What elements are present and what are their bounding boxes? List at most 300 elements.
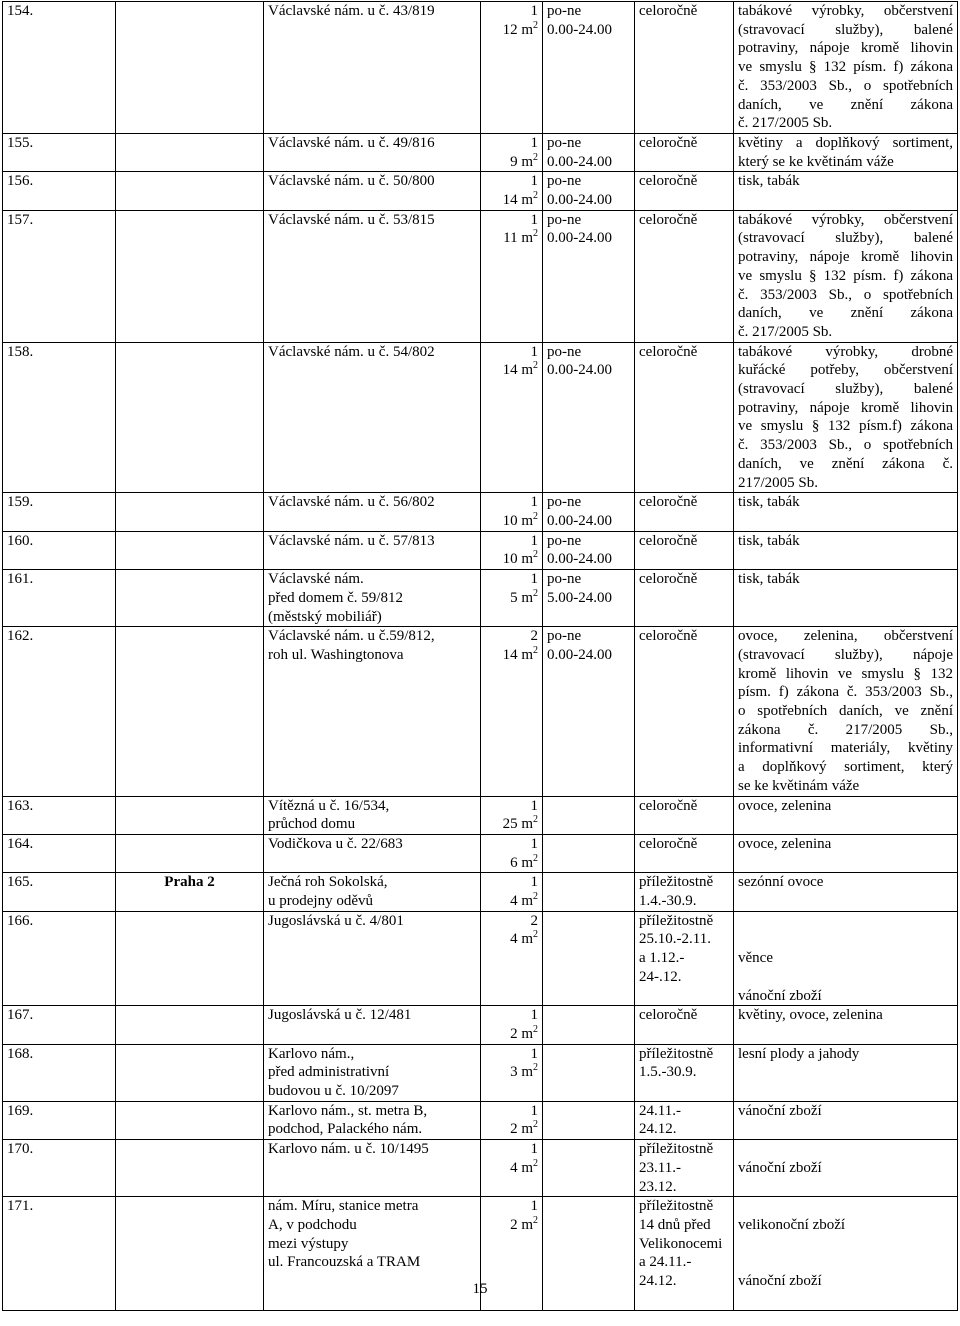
- operating-days: po-ne: [547, 3, 582, 19]
- district-cell: [116, 627, 264, 796]
- goods-line: potraviny, nápoje kromě lihovin: [738, 399, 953, 416]
- goods-cell: [734, 133, 958, 171]
- period-cell: [635, 1140, 734, 1197]
- address-cell: [264, 627, 481, 796]
- address-cell: [264, 873, 481, 911]
- row-number-cell: [3, 834, 116, 872]
- goods-line: o spotřebních daních, ve znění: [738, 703, 953, 720]
- district-cell: [116, 1006, 264, 1044]
- operating-hours-cell: [543, 172, 635, 210]
- table-row: [3, 1006, 958, 1044]
- area-exponent: 2: [533, 190, 538, 202]
- goods-line: daních, ve znění zákona: [738, 305, 953, 322]
- goods-line: věnce: [738, 950, 773, 967]
- period-line: celoročně: [639, 494, 698, 511]
- stand-area-value: 25 m: [502, 816, 533, 833]
- operating-hours-cell: [543, 2, 635, 134]
- period-cell: [635, 570, 734, 627]
- goods-line: a doplňkový sortiment, který: [738, 759, 953, 776]
- goods-line: ovoce, zelenina: [738, 797, 832, 814]
- operating-hours: 5.00-24.00: [547, 589, 612, 606]
- table-row: [3, 210, 958, 342]
- operating-hours-cell: [543, 627, 635, 796]
- district-cell: [116, 172, 264, 210]
- area-exponent: 2: [533, 1157, 538, 1169]
- period-cell: [635, 493, 734, 531]
- goods-line: vánoční zboží: [738, 1159, 822, 1176]
- operating-hours-cell: [543, 834, 635, 872]
- goods-cell: [734, 1044, 958, 1101]
- goods-line: [738, 1235, 953, 1254]
- address-cell: [264, 210, 481, 342]
- count-area-cell: [481, 873, 543, 911]
- area-exponent: 2: [533, 1023, 538, 1035]
- area-exponent: 2: [533, 19, 538, 31]
- stand-area-value: 14 m: [502, 192, 533, 209]
- address-cell: [264, 834, 481, 872]
- operating-hours-cell: [543, 1006, 635, 1044]
- goods-line: tisk, tabák: [738, 571, 800, 588]
- area-exponent: 2: [533, 549, 538, 561]
- goods-line: [738, 1140, 953, 1159]
- area-exponent: 2: [533, 151, 538, 163]
- page-number: 15: [472, 1281, 488, 1297]
- stand-area: [485, 815, 538, 834]
- period-line: celoročně: [639, 343, 698, 360]
- area-exponent: 2: [533, 1062, 538, 1074]
- period-cell: [635, 1044, 734, 1101]
- goods-cell: [734, 873, 958, 911]
- stand-area: [485, 153, 538, 172]
- address-line: Karlovo nám.,: [268, 1045, 355, 1062]
- goods-line: (stravovací služby), nápoje: [738, 646, 953, 663]
- goods-line: tabákové výrobky, občerstvení: [738, 211, 953, 228]
- stand-area-value: 3 m: [510, 1064, 533, 1081]
- address-cell: [264, 493, 481, 531]
- stand-area-value: 2 m: [510, 1217, 533, 1233]
- stand-area-value: 9 m: [510, 153, 533, 170]
- stand-area: [485, 589, 538, 608]
- operating-days: po-ne: [547, 628, 582, 645]
- address-line: ul. Francouzská a TRAM: [268, 1254, 421, 1271]
- stand-area: [485, 1025, 538, 1044]
- period-cell: [635, 911, 734, 1006]
- operating-hours-cell: [543, 493, 635, 531]
- count-area-cell: [481, 627, 543, 796]
- row-number-cell: [3, 210, 116, 342]
- address-line: Jugoslávská u č. 12/481: [268, 1007, 412, 1024]
- period-line: 23.12.: [639, 1178, 677, 1195]
- stand-area-value: 12 m: [502, 21, 533, 38]
- address-line: Václavské nám. u č. 57/813: [268, 532, 435, 549]
- period-line: Velikonocemi: [639, 1235, 723, 1252]
- stand-count: 2: [530, 628, 538, 645]
- goods-line: (stravovací služby), balené: [738, 21, 953, 38]
- row-number: 167.: [7, 1007, 34, 1024]
- goods-line: č. 353/2003 Sb., o spotřebních: [738, 77, 953, 94]
- row-number-cell: [3, 531, 116, 569]
- row-number-cell: [3, 627, 116, 796]
- count-area-cell: [481, 172, 543, 210]
- operating-days: po-ne: [547, 494, 582, 511]
- district-cell: [116, 493, 264, 531]
- goods-line: květiny, ovoce, zelenina: [738, 1007, 883, 1024]
- row-number-cell: [3, 1140, 116, 1197]
- period-line: 1.5.-30.9.: [639, 1064, 697, 1081]
- district-cell: [116, 570, 264, 627]
- row-number: 154.: [7, 3, 34, 19]
- address-line: u prodejny oděvů: [268, 893, 373, 910]
- count-area-cell: [481, 531, 543, 569]
- address-cell: [264, 531, 481, 569]
- address-cell: [264, 1044, 481, 1101]
- period-line: celoročně: [639, 571, 698, 588]
- period-line: příležitostně: [639, 1045, 714, 1062]
- operating-hours-cell: [543, 1101, 635, 1139]
- stand-count: 1: [530, 797, 538, 814]
- row-number: 161.: [7, 571, 34, 588]
- goods-line: lesní plody a jahody: [738, 1045, 860, 1062]
- period-line: celoročně: [639, 211, 698, 228]
- stand-area: [485, 550, 538, 569]
- district-cell: [116, 1044, 264, 1101]
- operating-days: po-ne: [547, 343, 582, 360]
- goods-cell: [734, 210, 958, 342]
- goods-cell: [734, 627, 958, 796]
- row-number-cell: [3, 1044, 116, 1101]
- operating-hours: 0.00-24.00: [547, 192, 612, 209]
- stand-area-value: 14 m: [502, 362, 533, 379]
- goods-line: daních, ve znění zákona č.: [738, 455, 953, 472]
- period-line: 25.10.-2.11.: [639, 931, 711, 948]
- count-area-cell: [481, 796, 543, 834]
- operating-days: po-ne: [547, 173, 582, 190]
- count-area-cell: [481, 493, 543, 531]
- address-line: Václavské nám. u č. 49/816: [268, 134, 435, 151]
- district-cell: [116, 873, 264, 911]
- row-number-cell: [3, 796, 116, 834]
- operating-hours-cell: [543, 133, 635, 171]
- count-area-cell: [481, 2, 543, 134]
- row-number: 169.: [7, 1102, 34, 1119]
- address-line: Václavské nám. u č. 43/819: [268, 3, 435, 19]
- table-row: [3, 172, 958, 210]
- area-exponent: 2: [533, 228, 538, 240]
- count-area-cell: [481, 1006, 543, 1044]
- period-cell: [635, 873, 734, 911]
- goods-line: vánoční zboží: [738, 987, 822, 1004]
- row-number: 155.: [7, 134, 34, 151]
- goods-line: ovoce, zelenina, občerstvení: [738, 628, 953, 645]
- goods-line: velikonoční zboží: [738, 1217, 846, 1233]
- address-line: Jugoslávská u č. 4/801: [268, 912, 404, 929]
- row-number: 159.: [7, 494, 34, 511]
- goods-line: č. 217/2005 Sb.: [738, 115, 833, 132]
- period-line: celoročně: [639, 628, 698, 645]
- period-line: celoročně: [639, 835, 698, 852]
- period-line: celoročně: [639, 797, 698, 814]
- period-line: celoročně: [639, 173, 698, 190]
- stand-area: [485, 512, 538, 531]
- operating-days: po-ne: [547, 532, 582, 549]
- goods-cell: [734, 172, 958, 210]
- stand-count: 1: [530, 1141, 538, 1158]
- stand-area-value: 10 m: [502, 551, 533, 568]
- stand-area: [485, 191, 538, 210]
- period-line: příležitostně: [639, 912, 714, 929]
- period-cell: [635, 796, 734, 834]
- stand-count: 1: [530, 1007, 538, 1024]
- goods-line: [738, 912, 953, 931]
- goods-line: ovoce, zelenina: [738, 835, 832, 852]
- row-number-cell: [3, 1006, 116, 1044]
- goods-cell: [734, 570, 958, 627]
- address-line: (městský mobiliář): [268, 608, 382, 625]
- row-number-cell: [3, 911, 116, 1006]
- district-cell: [116, 1101, 264, 1139]
- address-cell: [264, 2, 481, 134]
- address-line: průchod domu: [268, 816, 356, 833]
- row-number-cell: [3, 342, 116, 493]
- count-area-cell: [481, 1101, 543, 1139]
- period-line: a 1.12.-: [639, 950, 685, 967]
- stand-area-value: 10 m: [502, 512, 533, 529]
- stand-count: 1: [530, 3, 538, 19]
- goods-line: ve smyslu § 132 písm. f) zákona: [738, 59, 953, 76]
- goods-line: vánoční zboží: [738, 1273, 822, 1290]
- stand-area-value: 11 m: [503, 230, 533, 247]
- row-number: 170.: [7, 1141, 34, 1158]
- address-line: A, v podchodu: [268, 1217, 357, 1233]
- operating-hours-cell: [543, 210, 635, 342]
- table-row: [3, 342, 958, 493]
- period-cell: [635, 1006, 734, 1044]
- address-line: Václavské nám. u č. 53/815: [268, 211, 435, 228]
- stand-area-value: 6 m: [510, 854, 533, 871]
- row-number: 157.: [7, 211, 34, 228]
- stand-area-value: 4 m: [510, 931, 533, 948]
- operating-hours: 0.00-24.00: [547, 230, 612, 247]
- operating-days: po-ne: [547, 134, 582, 151]
- stand-count: 1: [530, 494, 538, 511]
- goods-line: písm. f) zákona č. 353/2003 Sb.,: [738, 684, 953, 701]
- address-line: roh ul. Washingtonova: [268, 646, 404, 663]
- area-exponent: 2: [533, 644, 538, 656]
- address-line: Václavské nám. u č.59/812,: [268, 628, 435, 645]
- table-row: [3, 2, 958, 134]
- table-row: [3, 133, 958, 171]
- area-exponent: 2: [533, 929, 538, 941]
- period-line: 24-.12.: [639, 968, 682, 985]
- period-line: 24.12.: [639, 1273, 677, 1290]
- count-area-cell: [481, 1044, 543, 1101]
- operating-hours: 0.00-24.00: [547, 362, 612, 379]
- row-number: 171.: [7, 1198, 34, 1215]
- goods-line: tisk, tabák: [738, 173, 800, 190]
- row-number-cell: [3, 2, 116, 134]
- goods-line: tisk, tabák: [738, 532, 800, 549]
- stand-area: [485, 930, 538, 949]
- period-cell: [635, 133, 734, 171]
- row-number-cell: [3, 493, 116, 531]
- row-number: 163.: [7, 797, 34, 814]
- period-cell: [635, 627, 734, 796]
- district-cell: [116, 834, 264, 872]
- goods-line: potraviny, nápoje kromě lihovin: [738, 40, 953, 57]
- table-row: [3, 570, 958, 627]
- address-cell: [264, 1101, 481, 1139]
- period-cell: [635, 1101, 734, 1139]
- count-area-cell: [481, 210, 543, 342]
- period-cell: [635, 342, 734, 493]
- table-row: [3, 911, 958, 1006]
- goods-cell: [734, 796, 958, 834]
- table-row: [3, 873, 958, 911]
- goods-line: [738, 968, 953, 987]
- goods-line: informativní materiály, květiny: [738, 740, 953, 757]
- goods-cell: [734, 1006, 958, 1044]
- goods-cell: [734, 493, 958, 531]
- period-line: příležitostně: [639, 874, 714, 891]
- period-line: 1.4.-30.9.: [639, 893, 697, 910]
- stand-area: [485, 1216, 538, 1235]
- address-line: Václavské nám.: [268, 571, 364, 588]
- stand-count: 1: [530, 835, 538, 852]
- period-line: celoročně: [639, 134, 698, 151]
- district-cell: [116, 2, 264, 134]
- address-cell: [264, 1006, 481, 1044]
- table-row: [3, 493, 958, 531]
- period-line: příležitostně: [639, 1141, 714, 1158]
- stand-area: [485, 1159, 538, 1178]
- goods-line: ve smyslu § 132 písm. f) zákona: [738, 267, 953, 284]
- stand-area: [485, 892, 538, 911]
- address-line: Václavské nám. u č. 50/800: [268, 173, 435, 190]
- address-cell: [264, 570, 481, 627]
- table-row: [3, 1140, 958, 1197]
- goods-line: tisk, tabák: [738, 494, 800, 511]
- row-number: 162.: [7, 628, 34, 645]
- stand-area: [485, 21, 538, 40]
- address-cell: [264, 133, 481, 171]
- period-line: celoročně: [639, 532, 698, 549]
- address-cell: [264, 796, 481, 834]
- goods-line: [738, 1253, 953, 1272]
- goods-line: (stravovací služby), balené: [738, 230, 953, 247]
- district-cell: [116, 911, 264, 1006]
- address-cell: [264, 172, 481, 210]
- operating-hours-cell: [543, 531, 635, 569]
- operating-hours-cell: [543, 911, 635, 1006]
- table-row: [3, 531, 958, 569]
- row-number: 166.: [7, 912, 34, 929]
- row-number-cell: [3, 133, 116, 171]
- operating-hours-cell: [543, 796, 635, 834]
- goods-line: daních, ve znění zákona: [738, 96, 953, 113]
- table-row: [3, 1101, 958, 1139]
- operating-hours-cell: [543, 342, 635, 493]
- operating-hours: 0.00-24.00: [547, 21, 612, 38]
- address-line: před administrativní: [268, 1064, 390, 1081]
- stand-count: 1: [530, 134, 538, 151]
- row-number: 168.: [7, 1045, 34, 1062]
- operating-hours: 0.00-24.00: [547, 551, 612, 568]
- goods-line: kuřácké potřeby, občerstvení: [738, 362, 953, 379]
- area-exponent: 2: [533, 814, 538, 826]
- table-row: [3, 834, 958, 872]
- goods-cell: [734, 531, 958, 569]
- stand-area-value: 2 m: [510, 1025, 533, 1042]
- operating-hours-cell: [543, 873, 635, 911]
- goods-cell: [734, 1140, 958, 1197]
- district-cell: [116, 1140, 264, 1197]
- stand-count: 1: [530, 1045, 538, 1062]
- goods-cell: [734, 911, 958, 1006]
- stand-area: [485, 229, 538, 248]
- address-line: před domem č. 59/812: [268, 589, 403, 606]
- address-cell: [264, 342, 481, 493]
- row-number: 156.: [7, 173, 34, 190]
- stand-count: 1: [530, 571, 538, 588]
- period-line: 14 dnů před: [639, 1217, 711, 1233]
- goods-line: zákona č. 217/2005 Sb.,: [738, 721, 953, 738]
- district-label: Praha 2: [164, 874, 215, 891]
- operating-hours: 0.00-24.00: [547, 646, 612, 663]
- stand-count: 1: [530, 1198, 538, 1215]
- operating-hours-cell: [543, 1140, 635, 1197]
- operating-days: po-ne: [547, 211, 582, 228]
- address-line: budovou u č. 10/2097: [268, 1083, 399, 1100]
- operating-hours: 0.00-24.00: [547, 153, 612, 170]
- goods-cell: [734, 1101, 958, 1139]
- goods-line: (stravovací služby), balené: [738, 381, 953, 398]
- address-line: podchod, Palackého nám.: [268, 1121, 423, 1138]
- table-row: [3, 796, 958, 834]
- stand-area-value: 2 m: [510, 1121, 533, 1138]
- district-cell: [116, 796, 264, 834]
- address-line: Vítězná u č. 16/534,: [268, 797, 390, 814]
- count-area-cell: [481, 133, 543, 171]
- goods-line: kromě lihovin ve smyslu § 132: [738, 665, 953, 682]
- goods-line: 217/2005 Sb.: [738, 474, 819, 491]
- area-exponent: 2: [533, 510, 538, 522]
- period-line: a 24.11.-: [639, 1254, 692, 1271]
- count-area-cell: [481, 570, 543, 627]
- period-line: 23.11.-: [639, 1159, 681, 1176]
- address-line: nám. Míru, stanice metra: [268, 1198, 419, 1215]
- market-stands-table: [2, 1, 958, 1311]
- goods-line: tabákové výrobky, občerstvení: [738, 3, 953, 19]
- goods-line: tabákové výrobky, drobné: [738, 343, 953, 360]
- stand-count: 1: [530, 343, 538, 360]
- area-exponent: 2: [533, 587, 538, 599]
- goods-line: [738, 930, 953, 949]
- operating-hours: 0.00-24.00: [547, 512, 612, 529]
- period-cell: [635, 172, 734, 210]
- goods-line: potraviny, nápoje kromě lihovin: [738, 249, 953, 266]
- goods-line: [738, 1197, 953, 1216]
- period-line: 24.12.: [639, 1121, 677, 1138]
- stand-count: 1: [530, 173, 538, 190]
- row-number-cell: [3, 1101, 116, 1139]
- period-line: příležitostně: [639, 1198, 714, 1215]
- operating-days: po-ne: [547, 571, 582, 588]
- period-line: celoročně: [639, 3, 698, 19]
- goods-line: č. 353/2003 Sb., o spotřebních: [738, 286, 953, 303]
- district-cell: [116, 531, 264, 569]
- period-cell: [635, 210, 734, 342]
- area-exponent: 2: [533, 360, 538, 372]
